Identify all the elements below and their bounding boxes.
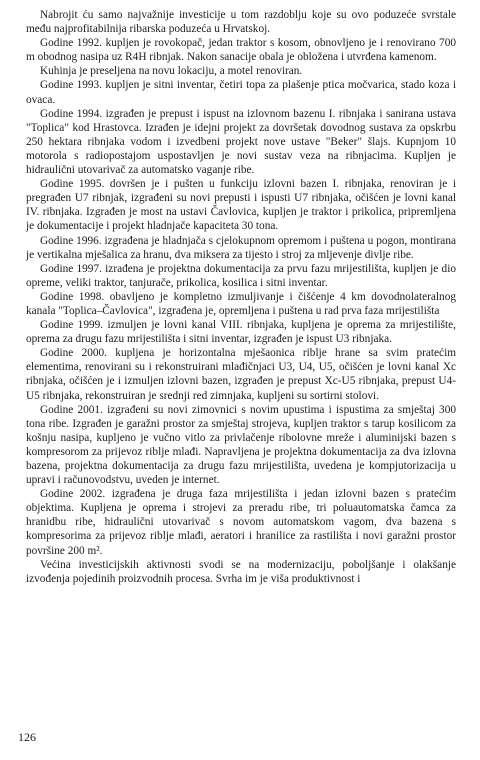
paragraph: Godine 1997. izrađena je projektna dokumentacija za prvu fazu mrijestilišta, kupljen je dio opreme, veliki traktor, tanjurače, prikolica, kosilica i sitni inventar.: [26, 262, 456, 289]
paragraph: Godine 1995. dovršen je i pušten u funkciju izlovni bazen I. ribnjaka, renoviran je i pregrađen U7 ribnjak, izgrađeni su novi prepusti i ispusti U7 ribnjaka, očišćen je lovni kanal IV. ribnjaka. Izgrađen je most na ustavi Čavlovica, kupljen je traktor i prikolica, pripremljena je dokumentacije i projekt hladnjače kapaciteta 30 tona.: [26, 178, 456, 233]
page-body: [26, 8, 456, 586]
page-number: 126: [18, 730, 36, 744]
paragraph: Nabrojit ću samo najvažnije investicije u tom razdoblju koje su ovo poduzeće svrstale među najprofitabilnija ribarska poduzeća u Hrvatskoj.: [26, 9, 456, 36]
paragraph: Godine 1992. kupljen je rovokopač, jedan traktor s kosom, obnovljeno je i renovirano 700 m obodnog nasipa uz R4H ribnjak. Nakon sanacije obala je obložena i utvrđena kamenom.: [26, 37, 456, 64]
paragraph: Godine 1993. kupljen je sitni inventar, četiri topa za plašenje ptica močvarica, stado koza i ovaca.: [26, 79, 456, 106]
paragraph: Godine 1994. izgrađen je prepust i ispust na izlovnom bazenu I. ribnjaka i sanirana ustava "Toplica" kod Hrastovca. Izrađen je idejni projekt za dovršetak dovodnog sustava za opskrbu 250 hektara ribnjaka vodom i izvedbeni projekt nove ustave "Beker" šlajs. Kupnjom 10 motorola s radiopostajom uspostavljen je novi sustav veza na ribnjacima. Kupljen je hidraulični utovarivač za automatsko vaganje ribe.: [26, 107, 456, 177]
paragraph: Godine 2001. izgrađeni su novi zimovnici s novim upustima i ispustima za smještaj 300 tona ribe. Izgrađen je garažni prostor za smještaj strojeva, kupljen traktor s tarup kosilicom za košnju nasipa, kupljeno je vučno vitlo za privlačenje ribolovne mreže i aluminijski bazen s kompresorom za prijevoz riblje mlađi. Napravljena je projektna dokumentacija za dva izlovna bazena, projektna dokumentacija za drugu fazu mrijestilišta, uvedena je kompjutorizacija u upravi i računovodstvu, uveden je internet.: [26, 403, 456, 487]
paragraph: Godine 1999. izmuljen je lovni kanal VIII. ribnjaka, kupljena je oprema za mrijestilište, oprema za drugu fazu mrijestilišta i sitni inventar, izgrađen je ispust U3 ribnjaka.: [26, 319, 456, 346]
paragraph: Godine 1996. izgrađena je hladnjača s cjelokupnom opremom i puštena u pogon, montirana je vertikalna mješalica za hranu, dva miksera za tijesto i stroj za mljevenje divlje ribe.: [26, 234, 456, 261]
paragraph: Kuhinja je preseljena na novu lokaciju, a motel renoviran.: [40, 65, 303, 78]
paragraph: Godine 2002. izgrađena je druga faza mrijestilišta i jedan izlovni bazen s pratećim objektima. Kupljena je oprema i strojevi za preradu ribe, tri poluautomatska čamca za hranidbu ribe, hidraulični utovarivač s novom automatskom vagom, dva bazena s kompresorima za prijevoz riblje mlađi, aeratori i hranilice za rastilišta i novi garažni prostor površine 200 m².: [26, 488, 456, 557]
paragraph: Godine 1998. obavljeno je kompletno izmuljivanje i čišćenje 4 km dovodnolateralnog kanala "Toplica–Čavlovica", izgrađena je, opremljena i puštena u rad prva faza mrijestilišta: [26, 290, 456, 317]
paragraph: Godine 2000. kupljena je horizontalna mješaonica riblje hrane sa svim pratećim elementima, renovirani su i rekonstruirani mlađičnjaci U3, U4, U5, očišćen je lovni kanal Xc ribnjaka, očišćen je i izmuljen izlovni bazen, izgrađen je prepust Xc-U5 ribnjaka, prepust U4-U5 ribnjaka, rekonstruiran je srednji red zimnjaka, kupljeni su sortirni stolovi.: [26, 347, 456, 402]
paragraph: Većina investicijskih aktivnosti svodi se na modernizaciju, poboljšanje i olakšanje izvođenja pojedinih proizvodnih procesa. Svrha im je viša produktivnost i: [26, 558, 456, 585]
